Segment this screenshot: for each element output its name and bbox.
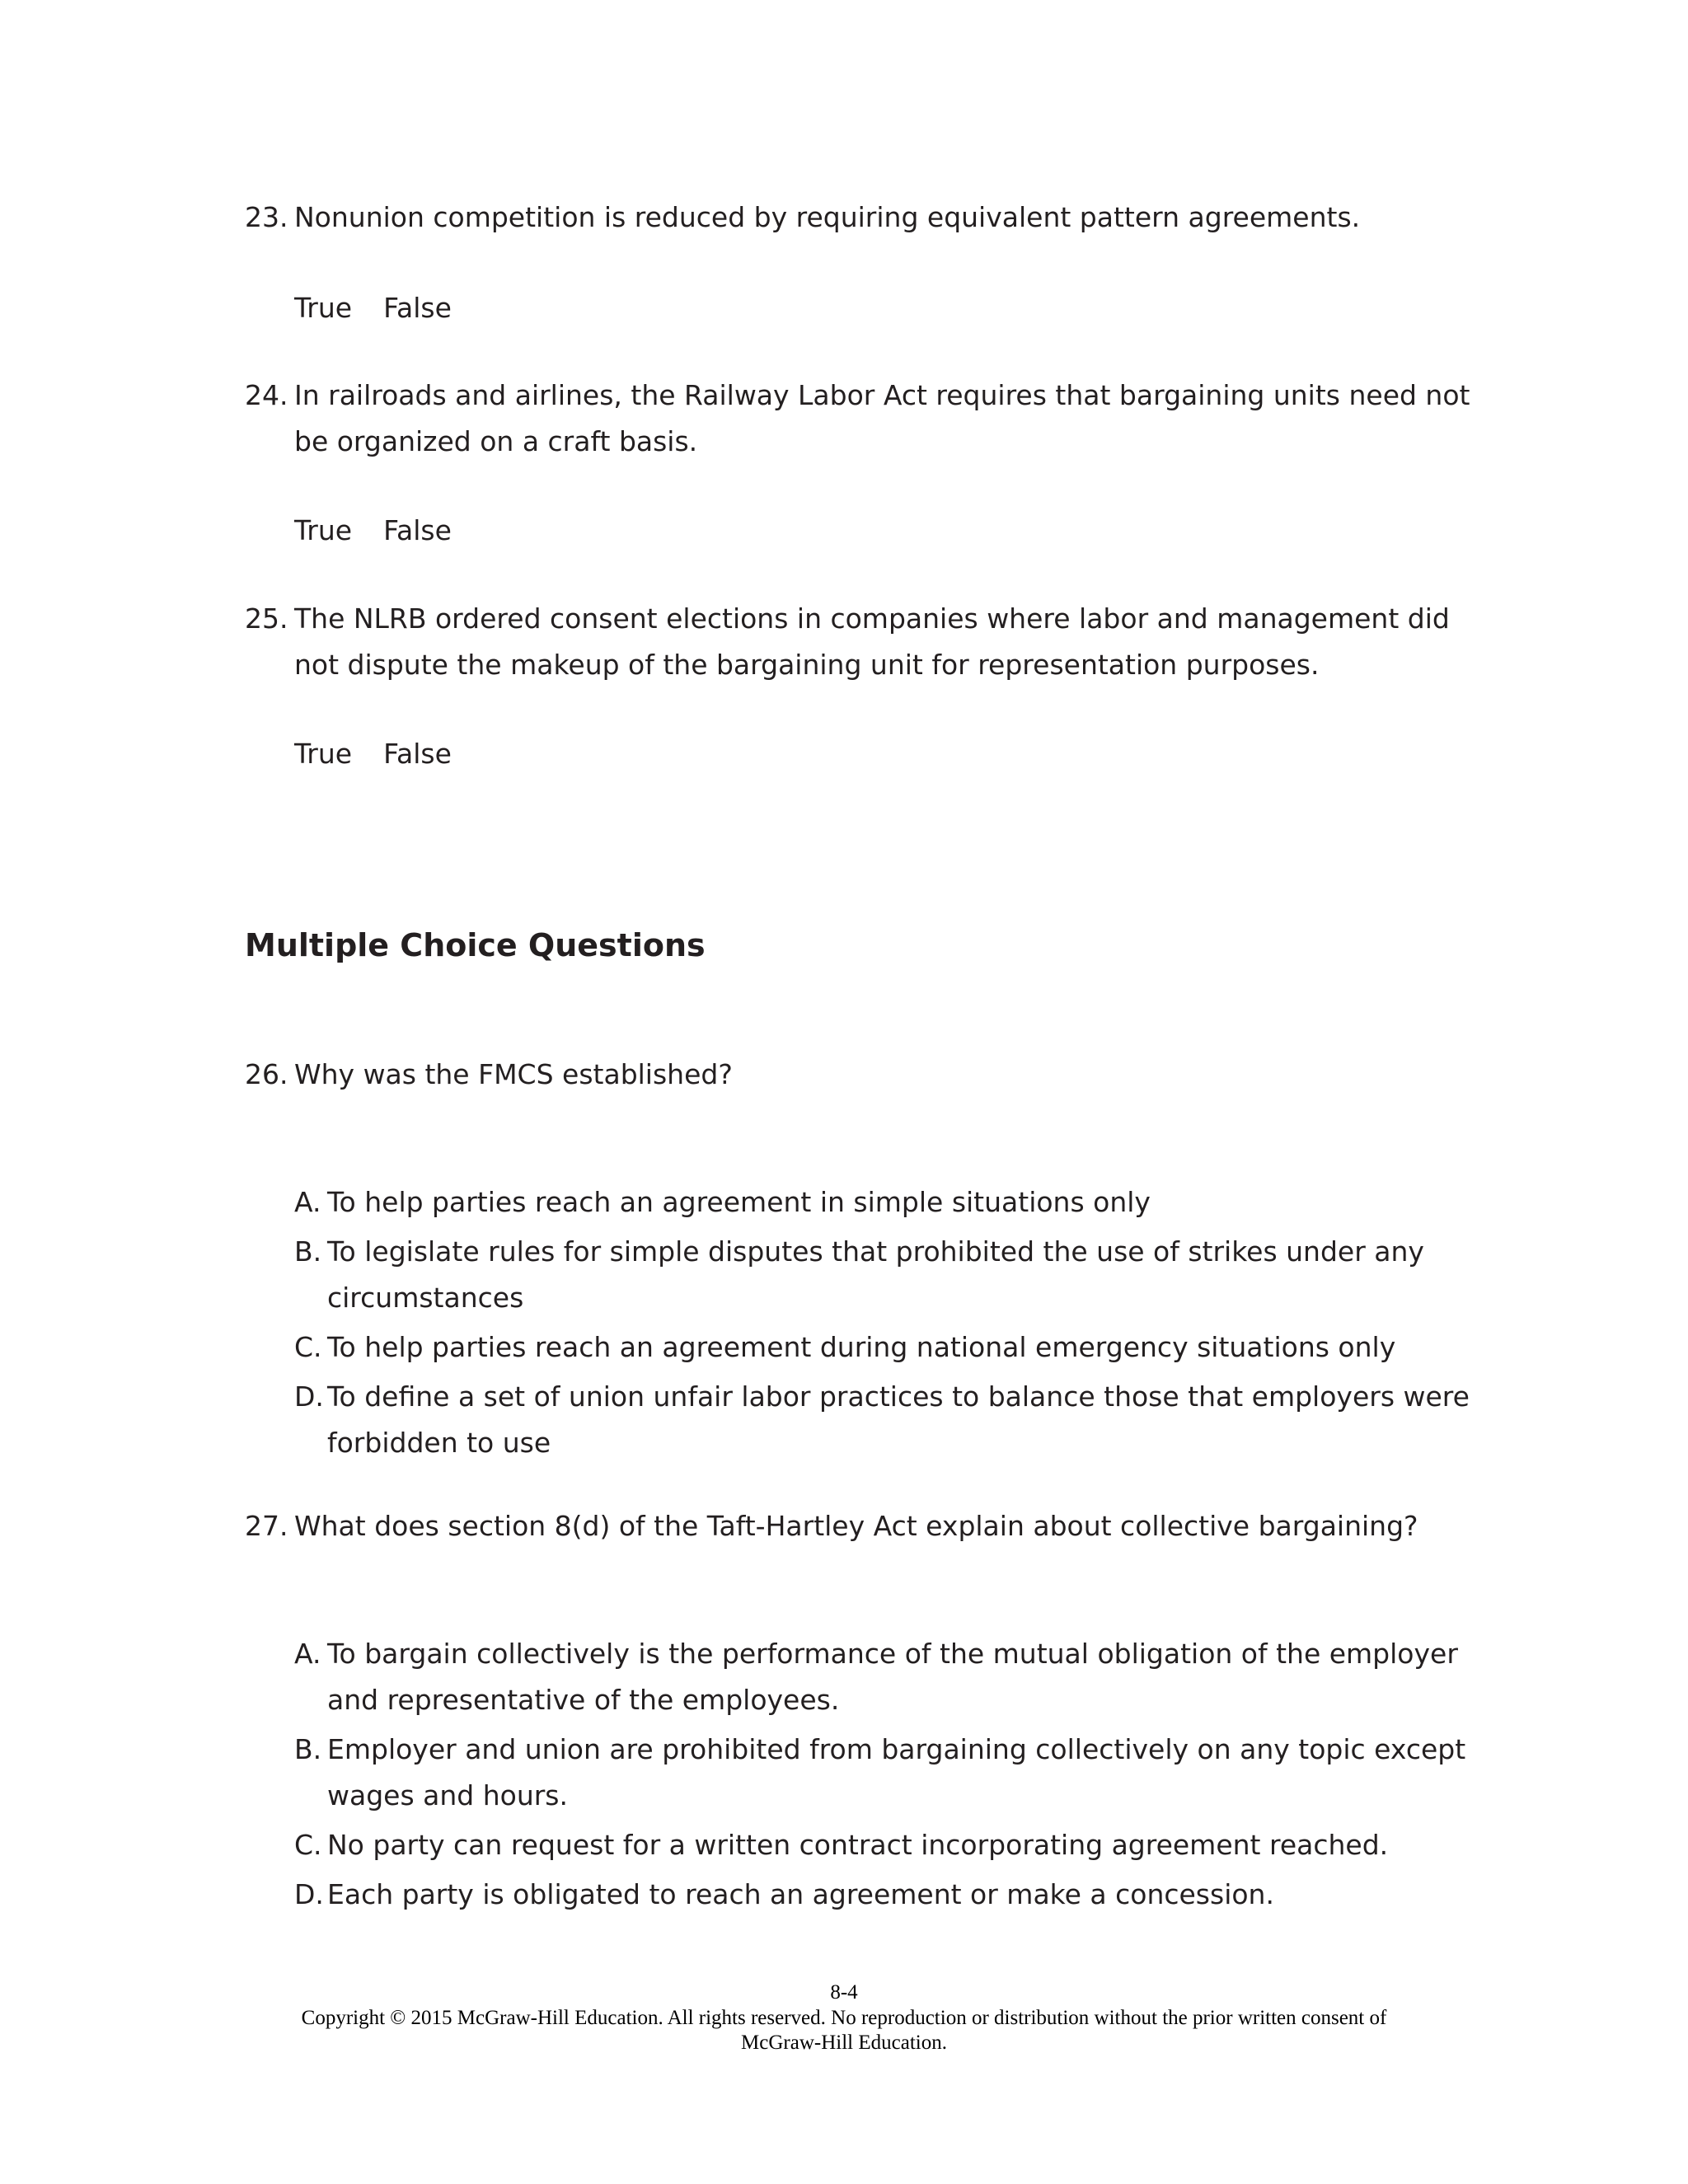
question-number: 27.	[245, 1510, 288, 1542]
true-option: True	[294, 514, 353, 546]
mc-question-26	[245, 1052, 1481, 1098]
option-text: To define a set of union unfair labor practices to balance those that employers were forbidden to use	[327, 1380, 1470, 1459]
option-text: Each party is obligated to reach an agreement or make a concession.	[327, 1878, 1274, 1910]
question-text: What does section 8(d) of the Taft-Hartley Act explain about collective bargaining?	[294, 1510, 1418, 1542]
question-number: 25.	[245, 602, 288, 635]
option-text: To legislate rules for simple disputes that prohibited the use of strikes under any circumstances	[327, 1235, 1424, 1314]
answer-option	[294, 1179, 1481, 1226]
question-number: 23.	[245, 201, 288, 233]
true-option: True	[294, 738, 353, 770]
option-text: Employer and union are prohibited from bargaining collectively on any topic except wages and hours.	[327, 1733, 1466, 1811]
true-option: True	[294, 292, 353, 324]
option-letter: B.	[294, 1235, 322, 1268]
mc-question-27	[245, 1503, 1481, 1549]
question-text: In railroads and airlines, the Railway Labor Act requires that bargaining units need not be organized on a craft basis.	[294, 379, 1470, 457]
question-text: Nonunion competition is reduced by requiring equivalent pattern agreements.	[294, 201, 1361, 233]
tf-question-23	[245, 194, 1481, 241]
option-text: To help parties reach an agreement in simple situations only	[327, 1186, 1151, 1218]
answer-option	[294, 1229, 1481, 1321]
false-option: False	[383, 292, 452, 324]
question-text: Why was the FMCS established?	[294, 1058, 733, 1090]
option-letter: A.	[294, 1638, 321, 1670]
false-option: False	[383, 514, 452, 546]
tf-question-25	[245, 596, 1481, 688]
mc-options-27	[294, 1631, 1481, 1921]
page-number: 8-4	[830, 1981, 858, 2004]
answer-option	[294, 1374, 1481, 1466]
answer-option	[294, 1727, 1481, 1819]
copyright-line-2: McGraw-Hill Education.	[741, 2032, 947, 2054]
option-letter: D.	[294, 1878, 324, 1910]
false-option: False	[383, 738, 452, 770]
option-letter: A.	[294, 1186, 321, 1218]
option-letter: C.	[294, 1331, 322, 1363]
option-letter: D.	[294, 1380, 324, 1413]
tf-question-24	[245, 373, 1481, 465]
tf-answer-choices-23	[294, 285, 452, 331]
question-number: 26.	[245, 1058, 288, 1090]
option-text: To help parties reach an agreement during national emergency situations only	[327, 1331, 1396, 1363]
mc-options-26	[294, 1179, 1481, 1469]
answer-option	[294, 1822, 1481, 1868]
option-text: To bargain collectively is the performance of the mutual obligation of the employer and representative of the employees.	[327, 1638, 1458, 1716]
tf-answer-choices-24	[294, 508, 452, 554]
answer-option	[294, 1324, 1481, 1371]
copyright-line-1: Copyright © 2015 McGraw-Hill Education. All rights reserved. No reproduction or distribution without the prior written consent of	[301, 2007, 1387, 2029]
option-letter: B.	[294, 1733, 322, 1765]
option-text: No party can request for a written contract incorporating agreement reached.	[327, 1829, 1389, 1861]
answer-option	[294, 1631, 1481, 1723]
answer-option	[294, 1872, 1481, 1918]
option-letter: C.	[294, 1829, 322, 1861]
question-number: 24.	[245, 379, 288, 411]
tf-answer-choices-25	[294, 731, 452, 777]
question-text: The NLRB ordered consent elections in companies where labor and management did not dispute the makeup of the bargaining unit for representation purposes.	[294, 602, 1450, 681]
section-heading: Multiple Choice Questions	[245, 927, 706, 963]
